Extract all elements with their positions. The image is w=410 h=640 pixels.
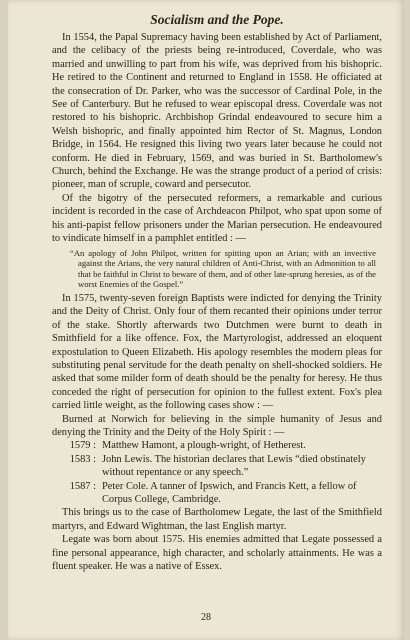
entry-year: 1583 : (69, 453, 96, 465)
list-item (52, 480, 382, 507)
paragraph: In 1575, twenty-seven foreign Baptists were indicted for denying the Trinity and the Deity of Christ. Only four of them recanted their opinions under terror of the stake. Shortly afterwards two Dutchmen were burnt to death in Smithfield for a like offence. Fox, the Martyrologist, addressed an eloquent expostulation to Queen Elizabeth. His apology resembles the modern pleas for substituting penal servitude for the death penalty on shell-shocked soldiers. He asked that some milder form of death should be the penalty for heresy. He thus conceded the right of persecution for opinion to the fullest extent. Fox's plea carried little weight, as the following cases show : — (52, 292, 382, 412)
list-item (52, 439, 382, 452)
page-content (52, 12, 382, 573)
entry-year: 1587 : (69, 480, 96, 492)
paragraph: Legate was born about 1575. His enemies admitted that Legate possessed a fine personal appearance, high character, and scholarly attainments. He was a fluent speaker. He was a native of Essex. (52, 534, 382, 572)
block-quote: “An apology of John Philpot, written for spitting upon an Arian; with an invective against the Arians, the very natural children of Anti-Christ, with an Admonition to all that be faithful in Christ to beware of them, and of other late-sprung heresies, as of the worst Enemies of the Gospel.” (70, 247, 376, 290)
page-heading: Socialism and the Pope. (150, 12, 284, 27)
paragraph: In 1554, the Papal Supremacy having been established by Act of Parliament, and the celibacy of the priests being re-introduced, Coverdale, who was married and unwilling to part from his wife, was deprived from his bishopric. He retired to the Continent and returned to England in 1558. He officiated at the consecration of Dr. Parker, who was the successor of Cardinal Pole, in the See of Canterbury. But he refused to wear episcopal dress. Coverdale was not restored to his bishopric. Archbishop Grindal endeavoured to secure him a Welsh bishopric, and finally appointed him Rector of St. Magnus, London Bridge, in 1564. He resigned this living two years later because he could not conform. He died in February, 1569, and was buried in St. Bartholomew's Church, behind the Exchange. He was the strange product of a period of crisis: pioneer, man of scruple, coward and persecutor. (52, 32, 382, 191)
paragraph: This brings us to the case of Bartholomew Legate, the last of the Smithfield martyrs, and Edward Wightman, the last English martyr. (52, 507, 382, 532)
book-page (8, 0, 404, 640)
list-item (52, 453, 382, 480)
entry-year: 1579 : (69, 440, 96, 452)
page-number: 28 (201, 612, 211, 623)
paragraph: Burned at Norwich for believing in the simple humanity of Jesus and denying the Trinity and the Deity of the Holy Spirit : — (52, 413, 382, 438)
entry-text: Peter Cole. A tanner of Ipswich, and Francis Kett, a fellow of Corpus College, Cambridge. (102, 480, 357, 505)
entry-text: Matthew Hamont, a plough-wright, of Hetherest. (102, 440, 306, 452)
paragraph: Of the bigotry of the persecuted reformers, a remarkable and curious incident is recorded in the case of Archdeacon Philpot, who spat upon some of his anti-papist fellow prisoners under the Marian persecution. He endeavoured to vindicate himself in a pamphlet entitled : — (52, 192, 382, 245)
entry-text: John Lewis. The historian declares that Lewis “died obstinately without repentance or any speech.” (102, 453, 366, 479)
